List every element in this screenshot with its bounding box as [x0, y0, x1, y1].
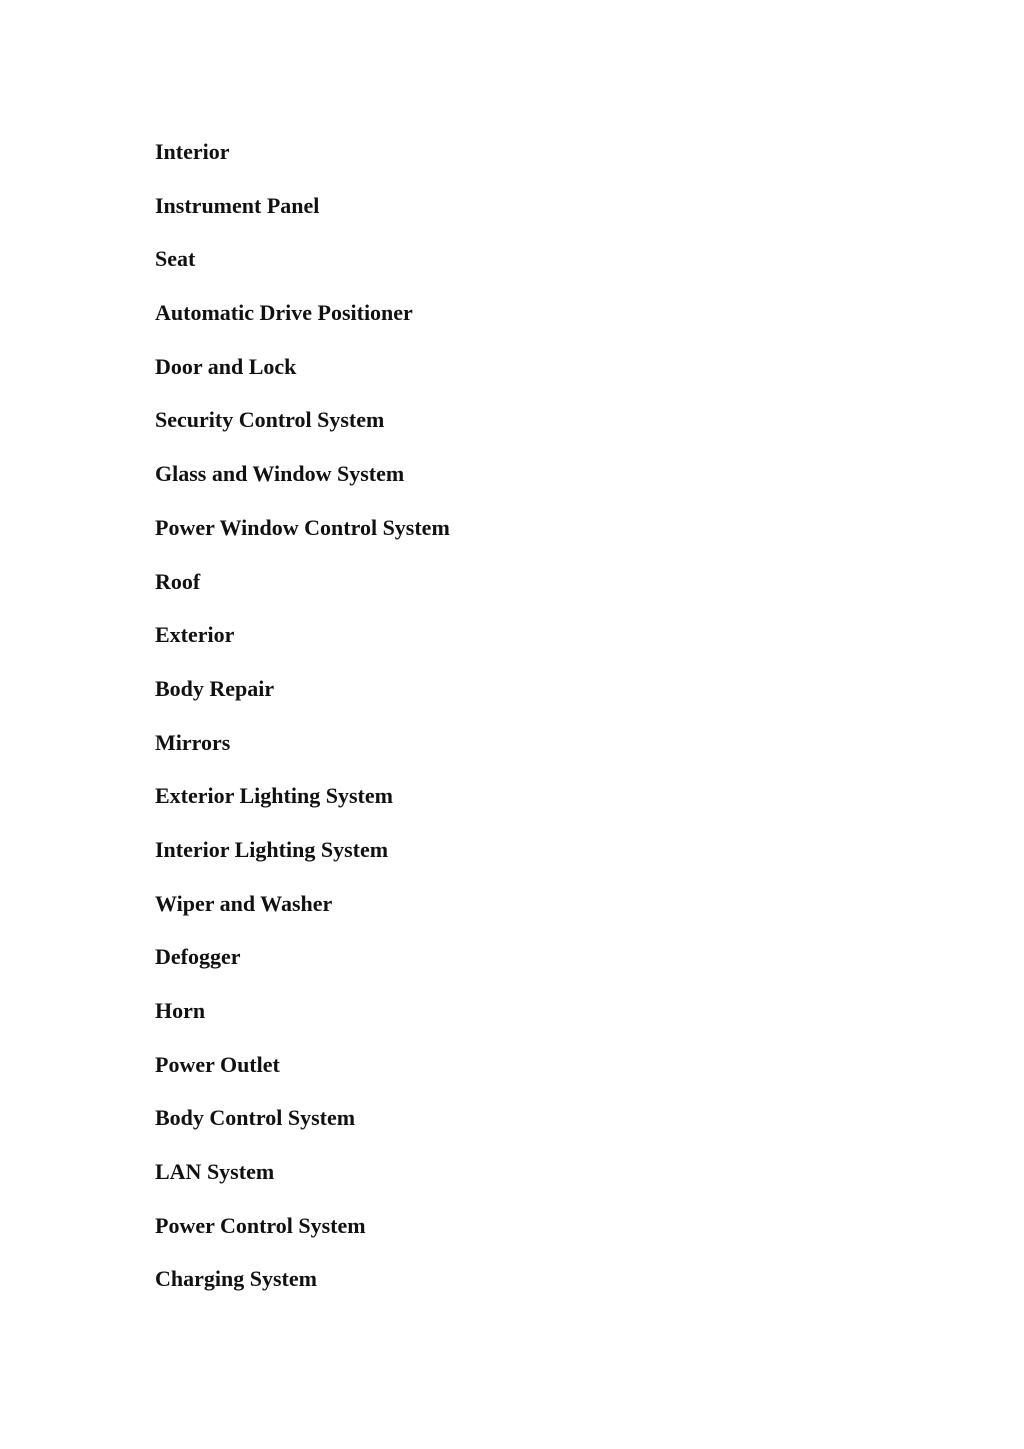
section-title: Wiper and Washer: [155, 890, 333, 916]
section-title: Seat: [155, 246, 196, 272]
section-title: Interior: [155, 139, 230, 164]
section-title: Automatic Drive Positioner: [155, 300, 413, 326]
section-title: Body Control System: [155, 1105, 356, 1131]
section-title: Security Control System: [155, 407, 385, 433]
section-title: Glass and Window System: [155, 461, 405, 487]
section-title: Door and Lock: [155, 353, 297, 379]
section-title: Horn: [155, 998, 206, 1023]
section-title: Instrument Panel: [155, 192, 320, 218]
section-title: Exterior: [155, 622, 235, 648]
section-title: Defogger: [155, 944, 241, 970]
section-title: Charging System: [155, 1266, 317, 1292]
section-title: Power Window Control System: [155, 514, 450, 540]
section-list: [155, 137, 450, 1318]
section-title: Power Control System: [155, 1212, 366, 1238]
section-title: Mirrors: [155, 729, 231, 755]
section-title: Exterior Lighting System: [155, 783, 393, 809]
section-title: Body Repair: [155, 675, 275, 701]
section-title: Power Outlet: [155, 1051, 280, 1077]
section-title: LAN System: [155, 1159, 275, 1185]
section-title: Interior Lighting System: [155, 836, 389, 862]
section-title: Roof: [155, 568, 201, 594]
